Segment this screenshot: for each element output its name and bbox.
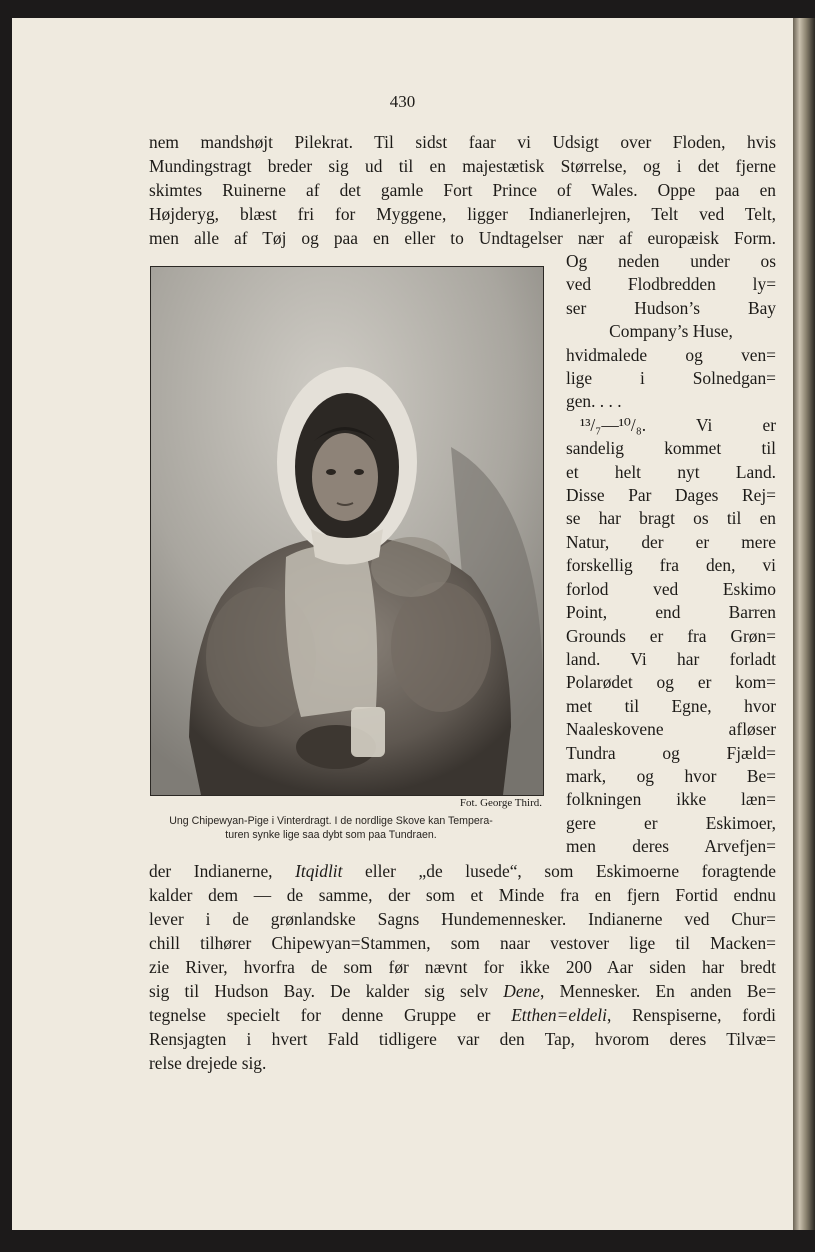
text-span: , Renspiserne, fordi [606,1005,776,1025]
column-line: Point, end Barren [566,602,776,623]
column-line: Naaleskovene afløser [566,719,776,740]
photo-illustration [151,267,543,795]
column-line: Natur, der er mere [566,531,776,552]
text-line [149,979,776,1003]
photo-credit: Fot. George Third. [459,797,542,809]
column-line: Tundra og Fjæld= [566,742,776,763]
page-number: 430 [389,92,416,111]
column-line: Og neden under os [566,251,776,271]
photo-chipewyan-girl [150,266,544,796]
column-line: se har bragt os til en [566,508,776,529]
column-line: lige i Solnedgan= [566,368,776,389]
text-span: tegnelse specielt for denne Gruppe er [149,1005,512,1025]
book-spine [793,18,815,1230]
column-line: men deres Arvefjen= [566,836,776,857]
text-line: relse drejede sig. [149,1053,267,1073]
side-column-text [566,250,776,859]
column-line: Company’s Huse, [609,321,733,342]
italic-term-itqidlit: Itqidlit [295,861,343,881]
text-line: kalder dem — de samme, der som et Minde fra en fjern Fortid endnu [149,885,776,905]
column-line: et helt nyt Land. [566,461,776,482]
text-line: Mundingstragt breder sig ud til en majestætisk Størrelse, og i det fjerne [149,156,776,176]
column-line: ¹³/₇—¹⁰/₈. Vi er [580,414,776,435]
italic-term-etthen-eldeli: Etthen=eldeli [511,1005,607,1025]
book-page [12,18,793,1230]
text-line: nem mandshøjt Pilekrat. Til sidst faar vi Udsigt over Floden, hvis [149,132,776,152]
column-line: met til Egne, hvor [566,695,776,716]
text-line: Rensjagten i hvert Fald tidligere var den Tap, hvorom deres Tilvæ= [149,1029,776,1049]
text-line [149,859,776,883]
paragraph-bottom [149,859,776,1075]
text-line: lever i de grønlandske Sagns Hundemennesker. Indianerne ved Chur= [149,909,776,929]
column-line: Grounds er fra Grøn= [566,625,776,646]
column-line: Disse Par Dages Rej= [566,485,776,506]
column-line: Polarødet og er kom= [566,672,776,693]
italic-term-dene: Dene [503,981,540,1001]
column-line: gen. . . . [566,391,622,412]
column-line: ser Hudson’s Bay [566,297,776,318]
paragraph-top [149,130,776,250]
column-line: hvidmalede og ven= [566,344,776,365]
figure-caption [116,814,546,842]
text-span: , Mennesker. En anden Be= [539,981,777,1001]
text-span: sig til Hudson Bay. De kalder sig selv [149,981,504,1001]
text-line: skimtes Ruinerne af det gamle Fort Prince of Wales. Oppe paa en [149,180,776,200]
column-line: mark, og hvor Be= [566,765,776,786]
column-line: land. Vi har forladt [566,648,776,669]
caption-line: turen synke lige saa dybt som paa Tundraen. [225,829,437,841]
text-line: zie River, hvorfra de som før nævnt for ikke 200 Aar siden har bredt [149,957,776,977]
text-line: Højderyg, blæst fri for Myggene, ligger Indianerlejren, Telt ved Telt, [149,204,776,224]
column-line: folkningen ikke læn= [566,789,776,810]
text-line [149,1003,776,1027]
column-line: ved Flodbredden ly= [566,274,776,295]
column-line: sandelig kommet til [566,438,776,459]
text-span: eller „de lusede“, som Eskimoerne foragtende [342,861,776,881]
caption-line: Ung Chipewyan-Pige i Vinterdragt. I de nordlige Skove kan Tempera- [169,815,493,827]
text-line: chill tilhører Chipewyan=Stammen, som naar vestover lige til Macken= [149,933,776,953]
text-span: der Indianerne, [149,861,296,881]
column-line: forlod ved Eskimo [566,578,776,599]
column-line: forskellig fra den, vi [566,555,776,576]
text-line: men alle af Tøj og paa en eller to Undtagelser nær af europæisk Form. [149,228,776,248]
column-line: gere er Eskimoer, [566,812,776,833]
